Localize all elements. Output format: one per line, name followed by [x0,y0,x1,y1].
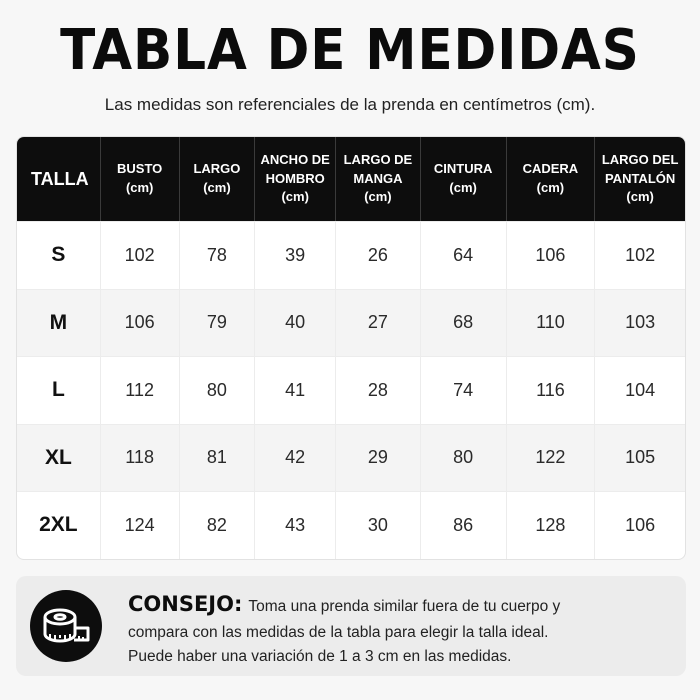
column-header-line: CINTURA [433,161,493,177]
column-header-line: (cm) [203,180,231,195]
measurement-cell: 64 [421,222,507,289]
table-row [17,356,685,424]
column-header [180,137,256,221]
column-header [101,137,180,221]
measurement-cell: 27 [336,290,421,357]
measurement-cell: 68 [421,290,507,357]
column-header-line: HOMBRO [265,170,325,186]
measurement-cell: 102 [625,244,656,265]
column-header-line: (cm) [449,180,477,195]
page-title: TABLA DE MEDIDAS [60,18,640,83]
table-row [17,221,685,289]
size-label-cell: S [17,222,101,289]
column-header [336,137,421,221]
column-header [595,137,685,221]
measurement-cell: 81 [180,425,256,492]
measurement-cell: 80 [180,357,256,424]
column-header-line: (cm) [364,189,392,205]
size-label-cell: L [17,357,101,424]
measurement-cell: 79 [180,290,256,357]
measurement-cell: 86 [421,492,507,559]
table-header-row [17,137,685,221]
table-row [17,424,685,492]
measurement-cell: 118 [101,425,180,492]
column-header-line: MANGA [353,170,403,186]
tip-line-2: compara con las medidas de la tabla para elegir la talla ideal. [128,623,549,641]
column-header-line: PANTALÓN [604,170,676,186]
measurement-cell: 112 [101,357,180,424]
column-header [421,137,507,221]
column-header [17,137,101,221]
measuring-tape-icon [30,590,102,662]
measurement-cell: 30 [336,492,421,559]
measurement-cell: 39 [255,222,336,289]
measurement-cell: 106 [101,290,180,357]
column-header-line: TALLA [31,168,89,189]
column-header-line: (cm) [626,189,654,205]
measurement-cell: 110 [507,290,596,357]
measurement-cell: 122 [507,425,596,492]
tip-line-3: Puede haber una variación de 1 a 3 cm en las medidas. [128,647,512,665]
size-label-cell: M [17,290,101,357]
column-header [507,137,596,221]
tip-box [16,576,686,676]
measurement-cell: 43 [255,492,336,559]
measurement-cell: 41 [255,357,336,424]
measurement-cell: 26 [336,222,421,289]
measurement-cell: 40 [255,290,336,357]
column-header-line: (cm) [125,180,154,195]
measurement-cell: 106 [625,514,656,535]
measurement-cell: 29 [336,425,421,492]
column-header-line: ANCHO DE [260,151,330,167]
measurement-cell: 128 [507,492,596,559]
measurement-cell: 80 [421,425,507,492]
measurement-cell: 74 [421,357,507,424]
measurement-cell: 82 [180,492,256,559]
table-row [17,491,685,559]
tip-line-1 [128,588,676,621]
column-header-line: CADERA [522,161,579,177]
measurement-cell: 42 [255,425,336,492]
column-header-line: (cm) [281,189,309,205]
measurement-cell: 28 [336,357,421,424]
size-label-cell: 2XL [17,492,101,559]
table-body [17,221,685,559]
measurement-cell: 116 [507,357,596,424]
measurement-cell: 103 [625,312,656,333]
column-header-line: BUSTO [117,161,163,177]
size-table [16,136,686,560]
measurement-cell: 104 [625,379,656,400]
tip-text [128,588,676,669]
measurement-cell: 106 [507,222,596,289]
measurement-cell: 102 [101,222,180,289]
measurement-cell: 78 [180,222,256,289]
column-header [255,137,336,221]
size-label-cell: XL [17,425,101,492]
page-subtitle: Las medidas son referenciales de la prenda en centímetros (cm). [104,95,596,114]
column-header-line: LARGO DEL [601,151,679,167]
column-header-line: (cm) [536,180,565,195]
table-row [17,289,685,357]
column-header-line: LARGO [193,161,241,177]
measurement-cell: 105 [625,447,656,468]
column-header-line: LARGO DE [343,151,413,167]
measurement-cell: 124 [101,492,180,559]
tip-label: CONSEJO: [128,592,243,616]
tip-line-1-text: Toma una prenda similar fuera de tu cuerpo y [248,598,561,615]
